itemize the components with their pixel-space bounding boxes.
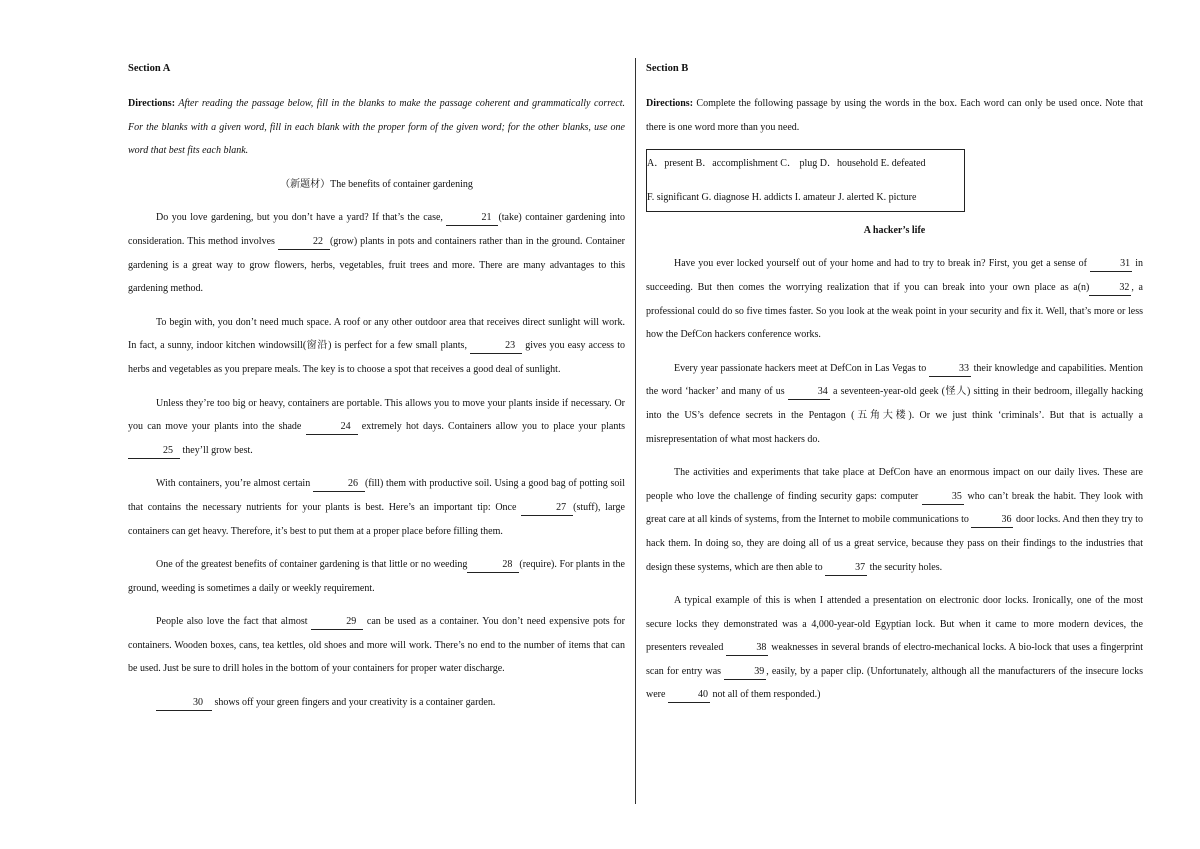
blank-25[interactable]: 25 [128,444,180,459]
text: (take) container gardening into consideration. This method involves [128,212,626,247]
text: gives you easy access to herbs and vegetables as you prepare meals. The key is to choose a spot that receives a good deal of sunlight. [128,340,625,375]
text: Unless they’re too big or heavy, containers are portable. This allows you to move your plants inside if necessary. Or you can move your plants into the shade [128,397,625,433]
word-box-line-2: F. significant G. diagnose H. addicts I. amateur J. alerted K. picture [647,191,917,203]
text: in succeeding. But then comes the worrying realization that if you can break into your own place as a(n) [646,258,1144,293]
text: the security holes. [867,561,943,573]
blank-34[interactable]: 34 [788,385,830,400]
paragraph-2 [646,357,1143,451]
text: extremely hot days. Containers allow you to place your plants [357,421,625,433]
blank-29[interactable]: 29 [311,615,363,630]
text: One of the greatest benefits of container gardening is that little or no weeding [156,559,468,571]
blank-28[interactable]: 28 [467,558,519,573]
paragraph-6 [128,610,625,681]
blank-33[interactable]: 33 [929,362,971,377]
paragraph-4 [128,472,625,543]
section-a-directions [128,92,625,163]
blank-30[interactable]: 30 [156,696,212,711]
blank-31[interactable]: 31 [1090,257,1132,272]
text: (stuff), large containers can get heavy. Therefore, it’s best to put them at a proper place before filling them. [128,501,625,537]
text: With containers, you’re almost certain [156,478,313,490]
text: door locks. And then they try to hack them. In doing so, they are doing all of us a great service, because they pass on their findings to the industries that design these systems, which are then able to [646,514,1143,573]
directions-text: After reading the passage below, fill in the blanks to make the passage coherent and grammatically correct. For the blanks with a given word, fill in each blank with the proper form of the given word; for the other blanks, use one word that best fits each blank. [128,98,625,157]
text: not all of them responded.) [709,689,821,701]
text: , a professional could do so five times faster. So you look at the weak point in your security and fix it. Well, that’s more or less how the DefCon hackers conference works. [646,281,1143,341]
passage-title: （新题材）The benefits of container gardening [280,178,473,190]
text: (grow) plants in pots and containers rather than in the ground. Container gardening is a great way to grow flowers, herbs, vegetables, fruit trees and more. There are many advantages to this gardening method. [128,235,626,295]
blank-22[interactable]: 22 [278,235,330,250]
blank-24[interactable]: 24 [306,420,358,435]
blank-40[interactable]: 40 [668,688,710,703]
text: Every year passionate hackers meet at DefCon in Las Vegas to [674,362,929,374]
paragraph-7 [128,691,625,715]
section-b-heading: Section B [646,63,689,74]
section-a-column [128,60,625,725]
text: , easily, by a paper clip. (Unfortunately, although all the manufacturers of the insecure locks were [646,665,1143,701]
blank-21[interactable]: 21 [446,211,498,226]
paragraph-5 [128,553,625,600]
text: shows off your green fingers and your creativity is a container garden. [212,697,496,709]
text: (require). For plants in the ground, weeding is sometimes a daily or weekly requirement. [128,559,625,594]
text: can be used as a container. You don’t need expensive pots for containers. Wooden boxes, cans, tea kettles, old shoes and more will work. There’s no end to the number of items that can be used. Just be sure to drill holes in the bottom of your containers for proper water discharge. [128,616,625,675]
section-a-heading: Section A [128,63,171,74]
text: A typical example of this is when I attended a presentation on electronic door locks. Ironically, one of the most secure locks they demonstrated was a 4,000-year-old Egyptian lock. But when it came to more modern devices, the presenters revealed [646,595,1143,654]
directions-text: Complete the following passage by using the words in the box. Each word can only be used once. Note that there is one word more than you need. [646,98,1143,133]
text: People also love the fact that almost [156,616,312,628]
paragraph-4 [646,589,1143,707]
passage-title: A hacker’s life [863,225,926,237]
text: a seventeen-year-old geek (怪人) sitting in their bedroom, illegally hacking into the US’s defence secrets in the Pentagon (五角大楼). Or we just think ‘criminals’. But that is actually a misrepresentation of what most hackers do. [646,386,1143,445]
blank-35[interactable]: 35 [922,490,964,505]
directions-label: Directions: [646,98,694,109]
blank-32[interactable]: 32 [1089,281,1131,296]
text: their knowledge and capabilities. Mention the word ‘hacker’ and many of us [646,362,1143,398]
text: (fill) them with productive soil. Using a good bag of potting soil that contains the necessary nutrients for your plants is best. Here’s an important tip: Once [128,478,625,513]
blank-23[interactable]: 23 [470,339,522,354]
paragraph-2 [128,311,625,382]
text: they’ll grow best. [180,444,253,456]
paragraph-1 [128,206,625,300]
paragraph-1 [646,252,1143,346]
text: The activities and experiments that take place at DefCon have an enormous impact on our daily lives. These are people who love the challenge of finding security gaps: computer [646,467,1143,502]
column-divider [635,58,636,804]
blank-39[interactable]: 39 [724,665,766,680]
blank-37[interactable]: 37 [825,561,867,576]
directions-label: Directions: [128,98,176,109]
blank-38[interactable]: 38 [726,641,768,656]
text: weaknesses in several brands of electro-mechanical locks. A bio-lock that uses a fingerprint scan for entry was [646,642,1143,677]
paragraph-3 [646,461,1143,579]
section-b-column [646,60,1143,717]
word-box-line-1: A．present B．accomplishment C． plug D．household E. defeated [647,158,926,170]
blank-36[interactable]: 36 [971,513,1013,528]
word-box [646,149,965,212]
section-b-directions [646,92,1143,139]
text: Do you love gardening, but you don’t have a yard? If that’s the case, [156,212,447,224]
text: To begin with, you don’t need much space. A roof or any other outdoor area that receives direct sunlight will work. In fact, a sunny, indoor kitchen windowsill(窗沿) is perfect for a few small plants, [128,316,625,352]
text: who can’t break the habit. They look with great care at all kinds of systems, from the Internet to mobile communications to [646,490,1143,526]
paragraph-3 [128,392,625,463]
blank-27[interactable]: 27 [521,501,573,516]
text: Have you ever locked yourself out of your home and had to try to break in? First, you get a sense of [674,258,1091,270]
blank-26[interactable]: 26 [313,477,365,492]
